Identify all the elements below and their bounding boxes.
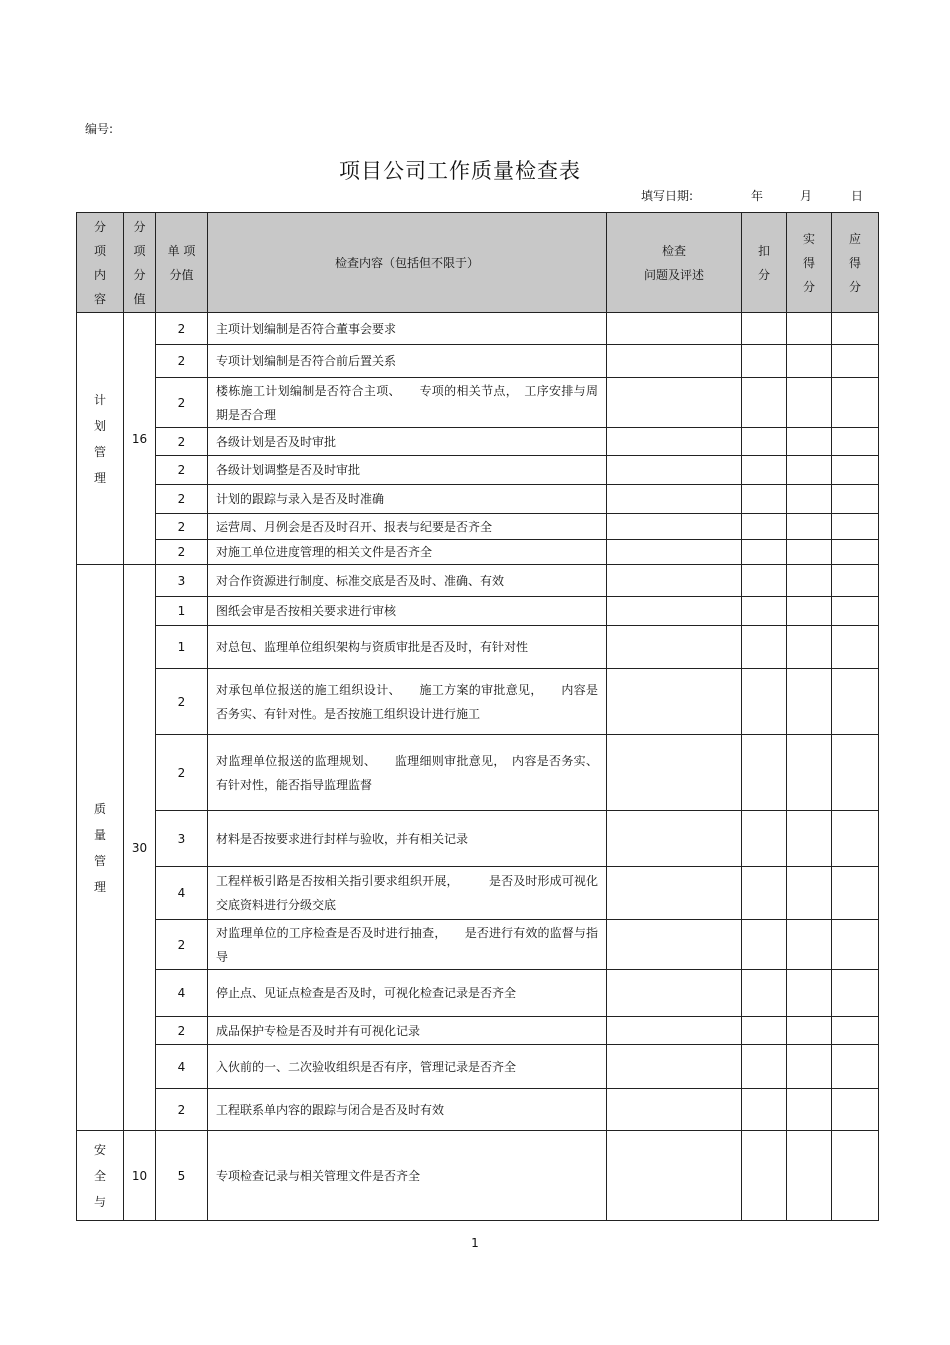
category-cell: 计 划 管 理	[77, 313, 124, 565]
issues-cell[interactable]	[607, 1089, 742, 1131]
actual-score-cell[interactable]	[787, 867, 832, 920]
expected-score-cell[interactable]	[832, 735, 879, 811]
issues-cell[interactable]	[607, 626, 742, 669]
issues-cell[interactable]	[607, 313, 742, 345]
table-row	[77, 597, 879, 626]
item-score-cell: 3	[156, 565, 208, 597]
month-label: 月	[800, 189, 813, 203]
deduct-cell[interactable]	[742, 485, 787, 514]
item-score-cell: 4	[156, 867, 208, 920]
deduct-cell[interactable]	[742, 867, 787, 920]
table-body	[77, 313, 879, 1221]
check-content-cell: 运营周、月例会是否及时召开、报表与纪要是否齐全	[208, 514, 607, 540]
check-content-cell: 主项计划编制是否符合董事会要求	[208, 313, 607, 345]
check-content-cell: 停止点、见证点检查是否及时，可视化检查记录是否齐全	[208, 970, 607, 1017]
deduct-cell[interactable]	[742, 313, 787, 345]
deduct-cell[interactable]	[742, 1089, 787, 1131]
deduct-cell[interactable]	[742, 811, 787, 867]
item-score-cell: 4	[156, 970, 208, 1017]
table-row	[77, 456, 879, 485]
item-score-cell: 2	[156, 345, 208, 378]
issues-cell[interactable]	[607, 428, 742, 456]
expected-score-cell[interactable]	[832, 456, 879, 485]
table-row	[77, 669, 879, 735]
check-content-cell: 入伙前的一、二次验收组织是否有序，管理记录是否齐全	[208, 1045, 607, 1089]
issues-cell[interactable]	[607, 867, 742, 920]
actual-score-cell[interactable]	[787, 514, 832, 540]
deduct-cell[interactable]	[742, 428, 787, 456]
issues-cell[interactable]	[607, 378, 742, 428]
item-score-cell: 2	[156, 540, 208, 565]
check-content-cell: 楼栋施工计划编制是否符合主项、 专项的相关节点， 工序安排与周期是否合理	[208, 378, 607, 428]
check-content-cell: 对施工单位进度管理的相关文件是否齐全	[208, 540, 607, 565]
issues-cell[interactable]	[607, 514, 742, 540]
issues-cell[interactable]	[607, 1017, 742, 1045]
expected-score-cell[interactable]	[832, 565, 879, 597]
deduct-cell[interactable]	[742, 970, 787, 1017]
table-row	[77, 313, 879, 345]
day-label: 日	[851, 189, 864, 203]
actual-score-cell[interactable]	[787, 485, 832, 514]
expected-score-cell[interactable]	[832, 514, 879, 540]
table-row	[77, 1089, 879, 1131]
header-category: 分 项 内 容	[77, 213, 124, 313]
issues-cell[interactable]	[607, 811, 742, 867]
actual-score-cell[interactable]	[787, 970, 832, 1017]
item-score-cell: 2	[156, 514, 208, 540]
expected-score-cell[interactable]	[832, 378, 879, 428]
deduct-cell[interactable]	[742, 565, 787, 597]
item-score-cell: 2	[156, 485, 208, 514]
expected-score-cell[interactable]	[832, 1089, 879, 1131]
check-content-cell: 图纸会审是否按相关要求进行审核	[208, 597, 607, 626]
expected-score-cell[interactable]	[832, 1045, 879, 1089]
deduct-cell[interactable]	[742, 920, 787, 970]
table-row	[77, 867, 879, 920]
deduct-cell[interactable]	[742, 1045, 787, 1089]
page-title: 项目公司工作质量检查表	[339, 159, 581, 183]
header-content: 检查内容（包括但不限于）	[208, 213, 607, 313]
deduct-cell[interactable]	[742, 540, 787, 565]
item-score-cell: 2	[156, 669, 208, 735]
item-score-cell: 2	[156, 456, 208, 485]
issues-cell[interactable]	[607, 345, 742, 378]
header-item-score: 单 项 分值	[156, 213, 208, 313]
actual-score-cell[interactable]	[787, 1017, 832, 1045]
check-content-cell: 工程样板引路是否按相关指引要求组织开展， 是否及时形成可视化交底资料进行分级交底	[208, 867, 607, 920]
deduct-cell[interactable]	[742, 456, 787, 485]
actual-score-cell[interactable]	[787, 669, 832, 735]
table-row	[77, 970, 879, 1017]
table-row	[77, 626, 879, 669]
table-row	[77, 378, 879, 428]
actual-score-cell[interactable]	[787, 920, 832, 970]
check-content-cell: 工程联系单内容的跟踪与闭合是否及时有效	[208, 1089, 607, 1131]
expected-score-cell[interactable]	[832, 867, 879, 920]
table-row	[77, 1131, 879, 1221]
item-score-cell: 2	[156, 920, 208, 970]
check-content-cell: 对监理单位的工序检查是否及时进行抽查， 是否进行有效的监督与指导	[208, 920, 607, 970]
issues-cell[interactable]	[607, 1045, 742, 1089]
expected-score-cell[interactable]	[832, 1131, 879, 1221]
page-number: 1	[471, 1236, 479, 1250]
issues-cell[interactable]	[607, 597, 742, 626]
actual-score-cell[interactable]	[787, 626, 832, 669]
actual-score-cell[interactable]	[787, 1045, 832, 1089]
issues-cell[interactable]	[607, 920, 742, 970]
check-content-cell: 材料是否按要求进行封样与验收，并有相关记录	[208, 811, 607, 867]
table-row	[77, 1045, 879, 1089]
issues-cell[interactable]	[607, 485, 742, 514]
actual-score-cell[interactable]	[787, 597, 832, 626]
table-row	[77, 735, 879, 811]
actual-score-cell[interactable]	[787, 313, 832, 345]
actual-score-cell[interactable]	[787, 345, 832, 378]
expected-score-cell[interactable]	[832, 970, 879, 1017]
item-score-cell: 2	[156, 428, 208, 456]
header-actual: 实 得 分	[787, 213, 832, 313]
issues-cell[interactable]	[607, 1131, 742, 1221]
check-content-cell: 对监理单位报送的监理规划、 监理细则审批意见， 内容是否务实、有针对性，能否指导监理监督	[208, 735, 607, 811]
check-content-cell: 计划的跟踪与录入是否及时准确	[208, 485, 607, 514]
item-score-cell: 2	[156, 1017, 208, 1045]
expected-score-cell[interactable]	[832, 811, 879, 867]
expected-score-cell[interactable]	[832, 313, 879, 345]
expected-score-cell[interactable]	[832, 669, 879, 735]
item-score-cell: 2	[156, 735, 208, 811]
expected-score-cell[interactable]	[832, 597, 879, 626]
item-score-cell: 1	[156, 626, 208, 669]
item-score-cell: 5	[156, 1131, 208, 1221]
deduct-cell[interactable]	[742, 669, 787, 735]
item-score-cell: 3	[156, 811, 208, 867]
category-total-cell: 10	[124, 1131, 156, 1221]
table-row	[77, 514, 879, 540]
issues-cell[interactable]	[607, 970, 742, 1017]
category-total-cell: 30	[124, 565, 156, 1131]
check-content-cell: 成品保护专检是否及时并有可视化记录	[208, 1017, 607, 1045]
actual-score-cell[interactable]	[787, 428, 832, 456]
expected-score-cell[interactable]	[832, 626, 879, 669]
check-content-cell: 各级计划是否及时审批	[208, 428, 607, 456]
expected-score-cell[interactable]	[832, 428, 879, 456]
actual-score-cell[interactable]	[787, 1089, 832, 1131]
deduct-cell[interactable]	[742, 514, 787, 540]
expected-score-cell[interactable]	[832, 485, 879, 514]
expected-score-cell[interactable]	[832, 345, 879, 378]
header-issues: 检查 问题及评述	[607, 213, 742, 313]
issues-cell[interactable]	[607, 456, 742, 485]
actual-score-cell[interactable]	[787, 811, 832, 867]
expected-score-cell[interactable]	[832, 540, 879, 565]
issues-cell[interactable]	[607, 735, 742, 811]
check-content-cell: 专项计划编制是否符合前后置关系	[208, 345, 607, 378]
deduct-cell[interactable]	[742, 735, 787, 811]
year-label: 年	[751, 189, 764, 203]
table-row	[77, 1017, 879, 1045]
item-score-cell: 2	[156, 313, 208, 345]
issues-cell[interactable]	[607, 565, 742, 597]
category-total-cell: 16	[124, 313, 156, 565]
deduct-cell[interactable]	[742, 1131, 787, 1221]
header-deduct: 扣 分	[742, 213, 787, 313]
item-score-cell: 4	[156, 1045, 208, 1089]
actual-score-cell[interactable]	[787, 565, 832, 597]
actual-score-cell[interactable]	[787, 1131, 832, 1221]
check-content-cell: 对承包单位报送的施工组织设计、 施工方案的审批意见， 内容是否务实、有针对性。是否按施工组织设计进行施工	[208, 669, 607, 735]
item-score-cell: 2	[156, 378, 208, 428]
table-row	[77, 485, 879, 514]
inspection-table	[76, 212, 879, 1221]
serial-label: 编号:	[85, 122, 114, 136]
expected-score-cell[interactable]	[832, 1017, 879, 1045]
deduct-cell[interactable]	[742, 345, 787, 378]
category-cell: 安 全 与	[77, 1131, 124, 1221]
check-content-cell: 对总包、监理单位组织架构与资质审批是否及时，有针对性	[208, 626, 607, 669]
header-expected: 应 得 分	[832, 213, 879, 313]
item-score-cell: 2	[156, 1089, 208, 1131]
table-row	[77, 920, 879, 970]
issues-cell[interactable]	[607, 540, 742, 565]
deduct-cell[interactable]	[742, 378, 787, 428]
item-score-cell: 1	[156, 597, 208, 626]
table-row	[77, 345, 879, 378]
check-content-cell: 专项检查记录与相关管理文件是否齐全	[208, 1131, 607, 1221]
issues-cell[interactable]	[607, 669, 742, 735]
actual-score-cell[interactable]	[787, 456, 832, 485]
category-cell: 质 量 管 理	[77, 565, 124, 1131]
table-row	[77, 565, 879, 597]
header-category-score: 分 项 分 值	[124, 213, 156, 313]
deduct-cell[interactable]	[742, 597, 787, 626]
header-row	[77, 213, 879, 313]
expected-score-cell[interactable]	[832, 920, 879, 970]
deduct-cell[interactable]	[742, 1017, 787, 1045]
fill-date-label: 填写日期:	[641, 189, 694, 203]
check-content-cell: 对合作资源进行制度、标准交底是否及时、准确、有效	[208, 565, 607, 597]
deduct-cell[interactable]	[742, 626, 787, 669]
actual-score-cell[interactable]	[787, 378, 832, 428]
table-row	[77, 811, 879, 867]
actual-score-cell[interactable]	[787, 540, 832, 565]
table-row	[77, 540, 879, 565]
check-content-cell: 各级计划调整是否及时审批	[208, 456, 607, 485]
actual-score-cell[interactable]	[787, 735, 832, 811]
table-row	[77, 428, 879, 456]
